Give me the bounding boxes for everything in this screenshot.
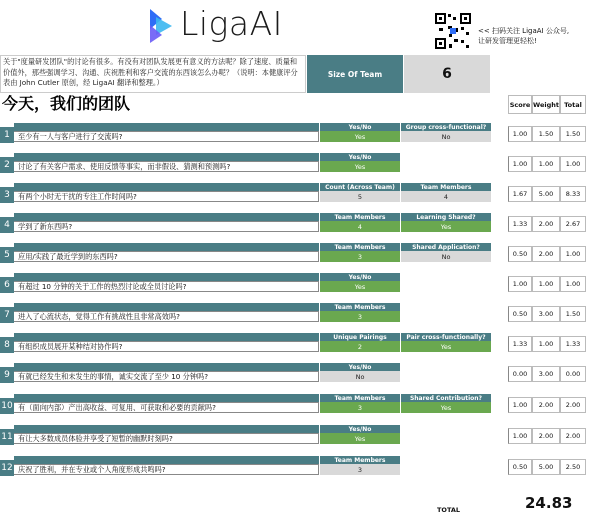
field-label: Shared Contribution?	[401, 394, 491, 402]
field-label: Yes/No	[320, 153, 400, 161]
question-number: 10	[0, 398, 14, 414]
field-value[interactable]: Yes	[401, 402, 491, 413]
question-bar	[14, 183, 319, 191]
field-label: Team Members	[320, 456, 400, 464]
intro-text: 关于"度量研发团队"的讨论有很多。有没有对团队发展更有意义的方法呢？除了速度、质量和价值外，那些强调学习、沟通、庆祝胜利和客户交流的东西该怎么办呢？（说明：本健康评分表由 John Cutler 原创，经 LigaAI 翻译和整理。）	[0, 55, 306, 93]
score-header: Score	[508, 95, 532, 114]
question-text: 应用/实践了最近学到的东西吗?	[14, 251, 319, 262]
total-cell: 0.00	[560, 366, 586, 382]
question-number: 9	[0, 367, 14, 383]
question-number: 7	[0, 307, 14, 323]
field-value[interactable]: 5	[320, 191, 400, 202]
weight-cell: 3.00	[532, 366, 560, 382]
question-text: 有（面向内部）产出高收益、可复用、可获取和必要的贡献吗?	[14, 402, 319, 413]
question-number: 1	[0, 127, 14, 143]
score-cell: 0.50	[508, 306, 532, 322]
field-value[interactable]: Yes	[320, 131, 400, 142]
field-value[interactable]: Yes	[320, 433, 400, 444]
total-cell: 1.00	[560, 246, 586, 262]
field-label: Yes/No	[320, 273, 400, 281]
question-bar	[14, 456, 319, 464]
field-value[interactable]: 4	[401, 191, 491, 202]
question-number: 4	[0, 217, 14, 233]
score-cell: 0.50	[508, 246, 532, 262]
question-number: 2	[0, 157, 14, 173]
field-value[interactable]: No	[401, 131, 491, 142]
weight-cell: 2.00	[532, 428, 560, 444]
page-title: 今天，我们的团队	[2, 94, 131, 113]
question-text: 有就已经发生和未发生的事情，诚实交流了至少 10 分钟吗?	[14, 371, 319, 382]
question-text: 学到了新东西吗?	[14, 221, 319, 232]
qr-caption	[478, 26, 569, 46]
team-size-label: Size Of Team	[307, 55, 403, 93]
field-value[interactable]: Yes	[401, 341, 491, 352]
field-label: Pair cross-functionally?	[401, 333, 491, 341]
question-number: 6	[0, 277, 14, 293]
field-empty	[401, 281, 491, 292]
score-cell: 1.33	[508, 216, 532, 232]
field-value[interactable]: No	[401, 251, 491, 262]
weight-cell: 5.00	[532, 459, 560, 475]
question-bar	[14, 153, 319, 161]
field-empty	[401, 311, 491, 322]
weight-cell: 5.00	[532, 186, 560, 202]
question-bar	[14, 123, 319, 131]
question-number: 5	[0, 247, 14, 263]
ligaai-logo-icon	[148, 7, 174, 45]
question-text: 有让大多数成员体验并享受了短暂的幽默时刻吗?	[14, 433, 319, 444]
field-label: Yes/No	[320, 123, 400, 131]
weight-cell: 1.50	[532, 126, 560, 142]
field-label: Unique Pairings	[320, 333, 400, 341]
question-bar	[14, 425, 319, 433]
question-bar	[14, 333, 319, 341]
score-cell: 1.00	[508, 397, 532, 413]
total-cell: 2.00	[560, 397, 586, 413]
score-cell: 1.00	[508, 428, 532, 444]
qr-caption-line1: << 扫码关注 LigaAI 公众号,	[478, 27, 570, 35]
field-label: Team Members	[320, 213, 400, 221]
field-label: Team Members	[320, 394, 400, 402]
field-empty	[401, 464, 491, 475]
field-label: Count (Across Team)	[320, 183, 400, 191]
weight-cell: 1.00	[532, 156, 560, 172]
question-text: 有组织成员展开某种结对协作吗?	[14, 341, 319, 352]
total-cell: 8.33	[560, 186, 586, 202]
question-number: 11	[0, 429, 14, 445]
field-value[interactable]: 3	[320, 402, 400, 413]
score-cell: 1.00	[508, 276, 532, 292]
field-empty	[401, 161, 491, 172]
score-cell: 1.33	[508, 336, 532, 352]
total-cell: 1.00	[560, 156, 586, 172]
field-value[interactable]: 2	[320, 341, 400, 352]
question-number: 8	[0, 337, 14, 353]
team-size-value[interactable]: 6	[404, 55, 490, 93]
field-label: Team Members	[320, 243, 400, 251]
qr-code-icon	[434, 12, 472, 50]
field-value[interactable]: 3	[320, 311, 400, 322]
grand-total-label: TOTAL	[437, 506, 461, 514]
field-label: Group cross-functional?	[401, 123, 491, 131]
question-text: 讨论了有关客户需求、使用反馈等事实，而非假设、猜测和预测吗?	[14, 161, 319, 172]
weight-cell: 3.00	[532, 306, 560, 322]
question-bar	[14, 213, 319, 221]
field-label: Learning Shared?	[401, 213, 491, 221]
score-cell: 0.50	[508, 459, 532, 475]
score-cell: 1.67	[508, 186, 532, 202]
weight-cell: 2.00	[532, 397, 560, 413]
score-cell: 1.00	[508, 126, 532, 142]
question-text: 至少有一人与客户进行了交流吗?	[14, 131, 319, 142]
weight-cell: 2.00	[532, 216, 560, 232]
field-label: Team Members	[320, 303, 400, 311]
field-label: Team Members	[401, 183, 491, 191]
weight-header: Weight	[532, 95, 560, 114]
question-bar	[14, 243, 319, 251]
weight-cell: 1.00	[532, 276, 560, 292]
field-label: Shared Application?	[401, 243, 491, 251]
field-label: Yes/No	[320, 425, 400, 433]
score-cell: 0.00	[508, 366, 532, 382]
qr-caption-line2: 让研发管理更轻松!	[478, 37, 537, 45]
question-text: 庆祝了胜利，并在专业或个人角度形成共鸣吗?	[14, 464, 319, 475]
field-value[interactable]: 3	[320, 251, 400, 262]
field-empty	[401, 371, 491, 382]
total-cell: 2.67	[560, 216, 586, 232]
total-header: Total	[560, 95, 586, 114]
question-text: 进入了心流状态，觉得工作有挑战性且非常高效吗?	[14, 311, 319, 322]
question-number: 3	[0, 187, 14, 203]
field-value[interactable]: Yes	[401, 221, 491, 232]
question-bar	[14, 273, 319, 281]
total-cell: 1.00	[560, 276, 586, 292]
question-bar	[14, 363, 319, 371]
question-bar	[14, 394, 319, 402]
grand-total-value: 24.83	[525, 494, 573, 512]
weight-cell: 2.00	[532, 246, 560, 262]
field-value[interactable]: No	[320, 371, 400, 382]
total-cell: 2.00	[560, 428, 586, 444]
weight-cell: 1.00	[532, 336, 560, 352]
field-value[interactable]: 4	[320, 221, 400, 232]
total-cell: 1.50	[560, 126, 586, 142]
field-value[interactable]: Yes	[320, 281, 400, 292]
field-value[interactable]: Yes	[320, 161, 400, 172]
field-label: Yes/No	[320, 363, 400, 371]
question-bar	[14, 303, 319, 311]
question-text: 有超过 10 分钟的关于工作的热烈讨论或全员讨论吗?	[14, 281, 319, 292]
logo-text: LigaAI	[180, 4, 283, 43]
total-cell: 2.50	[560, 459, 586, 475]
score-cell: 1.00	[508, 156, 532, 172]
total-cell: 1.50	[560, 306, 586, 322]
question-number: 12	[0, 460, 14, 476]
question-text: 有两个小时无干扰的专注工作时间吗?	[14, 191, 319, 202]
field-value[interactable]: 3	[320, 464, 400, 475]
total-cell: 1.33	[560, 336, 586, 352]
field-empty	[401, 433, 491, 444]
